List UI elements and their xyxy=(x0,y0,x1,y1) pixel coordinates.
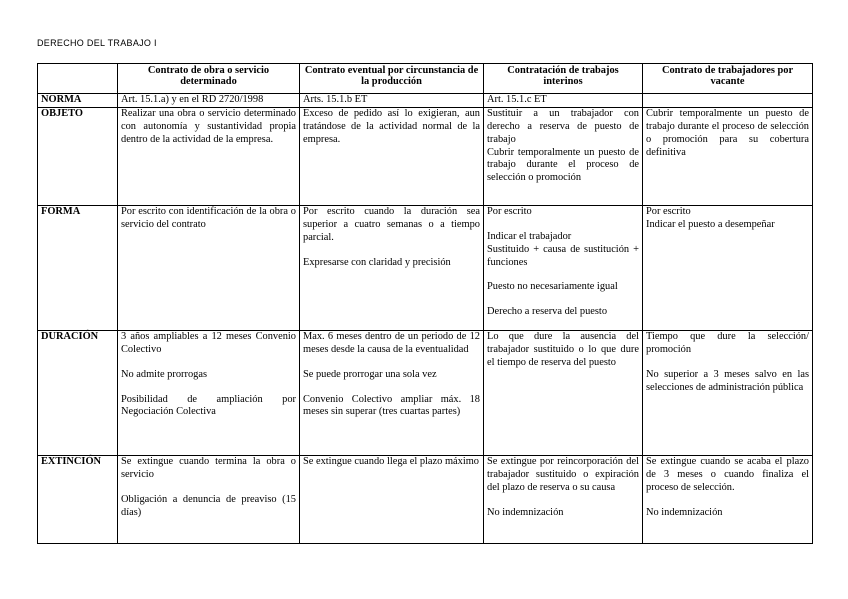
row-label: DURACIÓN xyxy=(38,330,118,455)
table-cell xyxy=(300,94,484,108)
table-cell xyxy=(643,94,813,108)
cell-paragraph: Puesto no necesariamente igual xyxy=(487,281,618,293)
table-cell xyxy=(643,455,813,543)
cell-paragraph: Art. 15.1.c ET xyxy=(487,94,547,105)
table-cell xyxy=(643,107,813,205)
cell-paragraph: Por escrito xyxy=(646,205,691,217)
table-cell xyxy=(118,205,300,330)
header-cell-obra: Contrato de obra o servicio determinado xyxy=(118,64,300,94)
table-cell xyxy=(300,205,484,330)
document-header: DERECHO DEL TRABAJO I xyxy=(37,38,157,48)
table-cell xyxy=(118,330,300,455)
cell-paragraph: Tiempo que dure la selección/ promoción xyxy=(646,330,809,355)
cell-paragraph: Posibilidad de ampliación por Negociación Colectiva xyxy=(121,393,296,418)
cell-paragraph: Se extingue cuando termina la obra o servicio xyxy=(121,455,296,480)
table-cell xyxy=(484,455,643,543)
cell-paragraph: Arts. 15.1.b ET xyxy=(303,94,368,105)
cell-paragraph: Se extingue cuando llega el plazo máximo xyxy=(303,455,480,467)
cell-paragraph: 3 años ampliables a 12 meses Convenio Colectivo xyxy=(121,330,296,355)
cell-paragraph: Convenio Colectivo ampliar máx. 18 meses sin superar (tres cuartas partes) xyxy=(303,393,480,418)
cell-paragraph: Max. 6 meses dentro de un periodo de 12 meses desde la causa de la eventualidad xyxy=(303,330,480,355)
table-row xyxy=(38,94,813,108)
table-cell xyxy=(118,455,300,543)
table-cell xyxy=(643,330,813,455)
table-cell xyxy=(643,205,813,330)
table-row xyxy=(38,455,813,543)
header-cell-interinos: Contratación de trabajos interinos xyxy=(484,64,643,94)
table-cell xyxy=(484,205,643,330)
cell-paragraph: Por escrito cuando la duración sea superior a cuatro semanas o a tiempo parcial. xyxy=(303,205,480,243)
cell-paragraph: Por escrito con identificación de la obra o servicio del contrato xyxy=(121,205,296,230)
cell-paragraph: Indicar el trabajador xyxy=(487,230,572,242)
cell-paragraph: Se puede prorrogar una sola vez xyxy=(303,368,437,380)
cell-paragraph: Derecho a reserva del puesto xyxy=(487,306,608,318)
cell-paragraph: No admite prorrogas xyxy=(121,368,207,380)
cell-paragraph: Cubrir temporalmente un puesto de trabajo durante el proceso de selección o promoción para su cobertura definitiva xyxy=(646,107,809,158)
table-cell xyxy=(118,107,300,205)
table-cell xyxy=(300,330,484,455)
row-label: NORMA xyxy=(38,94,118,108)
cell-paragraph: Sustituir a un trabajador con derecho a reserva de puesto de trabajo xyxy=(487,107,639,145)
table-cell xyxy=(300,107,484,205)
cell-paragraph: Exceso de pedido así lo exigieran, aun tratándose de la actividad normal de la empresa. xyxy=(303,107,480,145)
table-row xyxy=(38,107,813,205)
contracts-table xyxy=(37,63,813,544)
table-cell xyxy=(484,107,643,205)
table-cell xyxy=(484,94,643,108)
cell-paragraph: Se extingue cuando se acaba el plazo de 3 meses o cuando finaliza el proceso de selección. xyxy=(646,455,809,493)
header-cell-eventual: Contrato eventual por circunstancia de la producción xyxy=(300,64,484,94)
cell-paragraph: No indemnización xyxy=(646,506,723,518)
cell-paragraph: Se extingue por reincorporación del trabajador sustituido o expiración del plazo de reserva o su causa xyxy=(487,455,639,493)
cell-paragraph: Indicar el puesto a desempeñar xyxy=(646,218,775,230)
table-cell xyxy=(300,455,484,543)
row-label: EXTINCIÓN xyxy=(38,455,118,543)
table-row xyxy=(38,205,813,330)
cell-paragraph: Obligación a denuncia de preaviso (15 días) xyxy=(121,493,296,518)
cell-paragraph: No indemnización xyxy=(487,506,564,518)
table-cell xyxy=(118,94,300,108)
cell-paragraph: Cubrir temporalmente un puesto de trabajo durante el proceso de selección o promoción xyxy=(487,146,639,184)
header-cell-vacante: Contrato de trabajadores por vacante xyxy=(643,64,813,94)
row-label: OBJETO xyxy=(38,107,118,205)
cell-paragraph: Lo que dure la ausencia del trabajador sustituido o lo que dure el tiempo de reserva del puesto xyxy=(487,330,639,368)
cell-paragraph: Art. 15.1.a) y en el RD 2720/1998 xyxy=(121,94,264,105)
table-row xyxy=(38,330,813,455)
cell-paragraph: No superior a 3 meses salvo en las selecciones de administración pública xyxy=(646,368,809,393)
table-cell xyxy=(484,330,643,455)
cell-paragraph: Realizar una obra o servicio determinado con autonomía y sustantividad propia dentro de la actividad de la empresa. xyxy=(121,107,296,145)
cell-paragraph: Sustituido + causa de sustitución + funciones xyxy=(487,243,639,268)
table-header-row xyxy=(38,64,813,94)
cell-paragraph: Por escrito xyxy=(487,205,532,217)
cell-paragraph: Expresarse con claridad y precisión xyxy=(303,256,451,268)
row-label: FORMA xyxy=(38,205,118,330)
header-cell-empty xyxy=(38,64,118,94)
